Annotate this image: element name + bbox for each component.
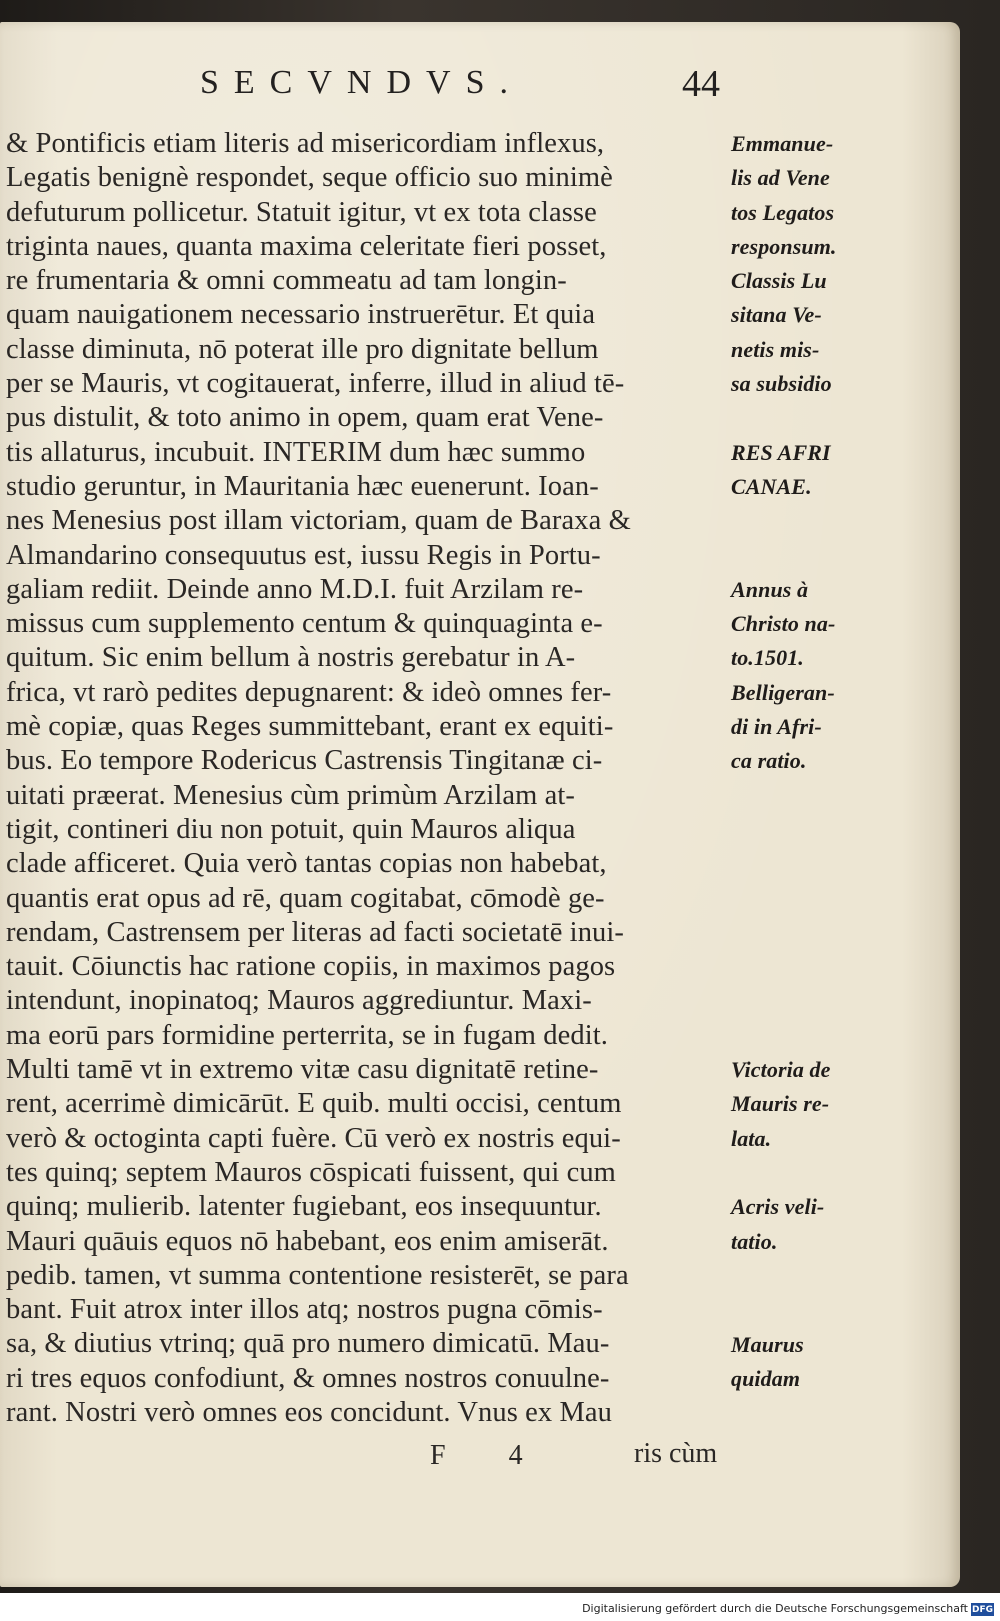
text-line: Legatis benignè respondet, seque officio suo minimè xyxy=(6,162,613,194)
margin-note-line: tos Legatos xyxy=(731,199,835,225)
text-line: triginta naues, quanta maxima celeritate fieri posset, xyxy=(6,230,607,262)
text-line: & Pontificis etiam literis ad misericordiam inflexus, xyxy=(6,128,605,159)
body-text xyxy=(6,127,837,1430)
margin-note xyxy=(731,573,871,676)
text-line: bus. Eo tempore Rodericus Castrensis Tingitanæ ci- xyxy=(6,745,603,777)
margin-note-line: ca ratio. xyxy=(731,748,807,774)
text-line: quitum. Sic enim bellum à nostris gerebatur in A- xyxy=(6,642,576,674)
text-line: sa, & diutius vtrinq; quā pro numero dimicatū. Mau- xyxy=(6,1328,610,1360)
margin-note-line: quidam xyxy=(731,1365,801,1391)
margin-note-line: sitana Ve- xyxy=(731,302,822,328)
text-line: tis allaturus, incubuit. INTERIM dum hæc summo xyxy=(6,436,586,468)
margin-note-line: di in Afri- xyxy=(731,714,822,740)
margin-note-line: tatio. xyxy=(731,1228,778,1254)
signature-mark: F 4 xyxy=(430,1440,551,1471)
text-line: re frumentaria & omni commeatu ad tam longin- xyxy=(6,265,567,297)
margin-note-line: lis ad Vene xyxy=(731,165,830,191)
text-line: verò & octoginta capti fuère. Cū verò ex nostris equi- xyxy=(6,1122,621,1154)
text-line: bant. Fuit atrox inter illos atq; nostros pugna cōmis- xyxy=(6,1294,603,1326)
text-line: intendunt, inopinatoq; Mauros aggrediuntur. Maxi- xyxy=(6,985,592,1017)
margin-note xyxy=(731,1328,871,1397)
margin-note-line: Belligeran- xyxy=(731,679,835,705)
margin-note-line: CANAE. xyxy=(731,473,812,499)
text-line: pus distulit, & toto animo in opem, quam erat Vene- xyxy=(6,402,604,434)
margin-note-line: Maurus xyxy=(731,1331,804,1357)
text-line: rant. Nostri verò omnes eos concidunt. Vnus ex Mau xyxy=(6,1396,613,1428)
text-line: studio geruntur, in Mauritania hæc euenerunt. Ioan- xyxy=(6,470,599,502)
margin-note-line: netis mis- xyxy=(731,336,820,362)
text-line: Almandarino consequutus est, iussu Regis in Portu- xyxy=(6,539,601,571)
dfg-logo: DFG xyxy=(971,1604,993,1615)
margin-note-line: Christo na- xyxy=(731,611,836,637)
catchword: ris cùm xyxy=(634,1438,718,1469)
funding-credit: Digitalisierung gefördert durch die Deutsche Forschungsgemeinschaft xyxy=(582,1602,968,1615)
text-line: clade afficeret. Quia verò tantas copias non habebat, xyxy=(6,848,607,880)
text-line: mè copiæ, quas Reges summittebant, erant ex equiti- xyxy=(6,711,614,743)
margin-note-line: Annus à xyxy=(731,576,809,602)
text-line: quantis erat opus ad rē, quam cogitabat, cōmodè ge- xyxy=(6,882,605,914)
margin-note xyxy=(731,676,871,779)
margin-note-line: responsum. xyxy=(731,233,837,259)
text-line: defuturum pollicetur. Statuit igitur, vt ex tota classe xyxy=(6,196,597,228)
text-line: quinq; mulierib. latenter fugiebant, eos insequuntur. xyxy=(6,1191,602,1223)
text-line: rendam, Castrensem per literas ad facti societatē inui- xyxy=(6,916,624,948)
book-page xyxy=(0,22,960,1587)
text-line: ma eorū pars formidine perterrita, se in fugam dedit. xyxy=(6,1019,609,1051)
margin-note-line: Classis Lu xyxy=(731,268,827,294)
text-line: rent, acerrimè dimicārūt. E quib. multi occisi, centum xyxy=(6,1088,622,1120)
text-line: pedib. tamen, vt summa contentione resisterēt, se para xyxy=(6,1259,629,1291)
margin-note xyxy=(731,1053,871,1156)
margin-note-line: Victoria de xyxy=(731,1057,831,1083)
margin-note-line: Emmanue- xyxy=(731,131,834,156)
text-line: tauit. Cōiunctis hac ratione copiis, in maximos pagos xyxy=(6,951,616,983)
text-line: classe diminuta, nō poterat ille pro dignitate bellum xyxy=(6,333,599,365)
text-line: uitati præerat. Menesius cùm primùm Arzilam at- xyxy=(6,779,576,811)
text-line: ri tres equos confodiunt, & omnes nostros conuulne- xyxy=(6,1362,610,1394)
text-line: per se Mauris, vt cogitauerat, inferre, illud in aliud tē- xyxy=(6,368,625,400)
text-line: galiam rediit. Deinde anno M.D.I. fuit Arzilam re- xyxy=(6,573,584,605)
margin-note xyxy=(731,264,871,401)
page-number: 44 xyxy=(682,63,720,105)
text-line: tes quinq; septem Mauros cōspicati fuissent, qui cum xyxy=(6,1156,616,1188)
margin-note-line: sa subsidio xyxy=(731,371,832,397)
margin-note-line: Acris velі- xyxy=(731,1194,825,1220)
text-line: Mauri quāuis equos nō habebant, eos enim amiserāt. xyxy=(6,1225,609,1257)
running-head xyxy=(200,64,720,114)
running-title: SECVNDVS. xyxy=(200,64,523,101)
text-line: tigit, contineri diu non potuit, quin Mauros aliqua xyxy=(6,813,576,845)
margin-note xyxy=(731,436,871,505)
margin-note-line: to.1501. xyxy=(731,645,804,671)
digitization-footer xyxy=(0,1593,1000,1621)
margin-note xyxy=(731,127,871,264)
text-line: quam nauigationem necessario instruerētur. Et quia xyxy=(6,299,596,331)
margin-note-line: lata. xyxy=(731,1125,772,1151)
margin-note xyxy=(731,1190,871,1259)
text-line: frica, vt rarò pedites depugnarent: & ideò omnes fer- xyxy=(6,676,612,708)
text-line: nes Menesius post illam victoriam, quam de Baraxa & xyxy=(6,505,631,537)
text-line: Multi tamē vt in extremo vitæ casu dignitatē retine- xyxy=(6,1054,599,1086)
text-line: missus cum supplemento centum & quinquaginta e- xyxy=(6,608,603,640)
margin-note-line: RES AFRI xyxy=(731,439,831,465)
margin-note-line: Mauris re- xyxy=(731,1091,830,1117)
